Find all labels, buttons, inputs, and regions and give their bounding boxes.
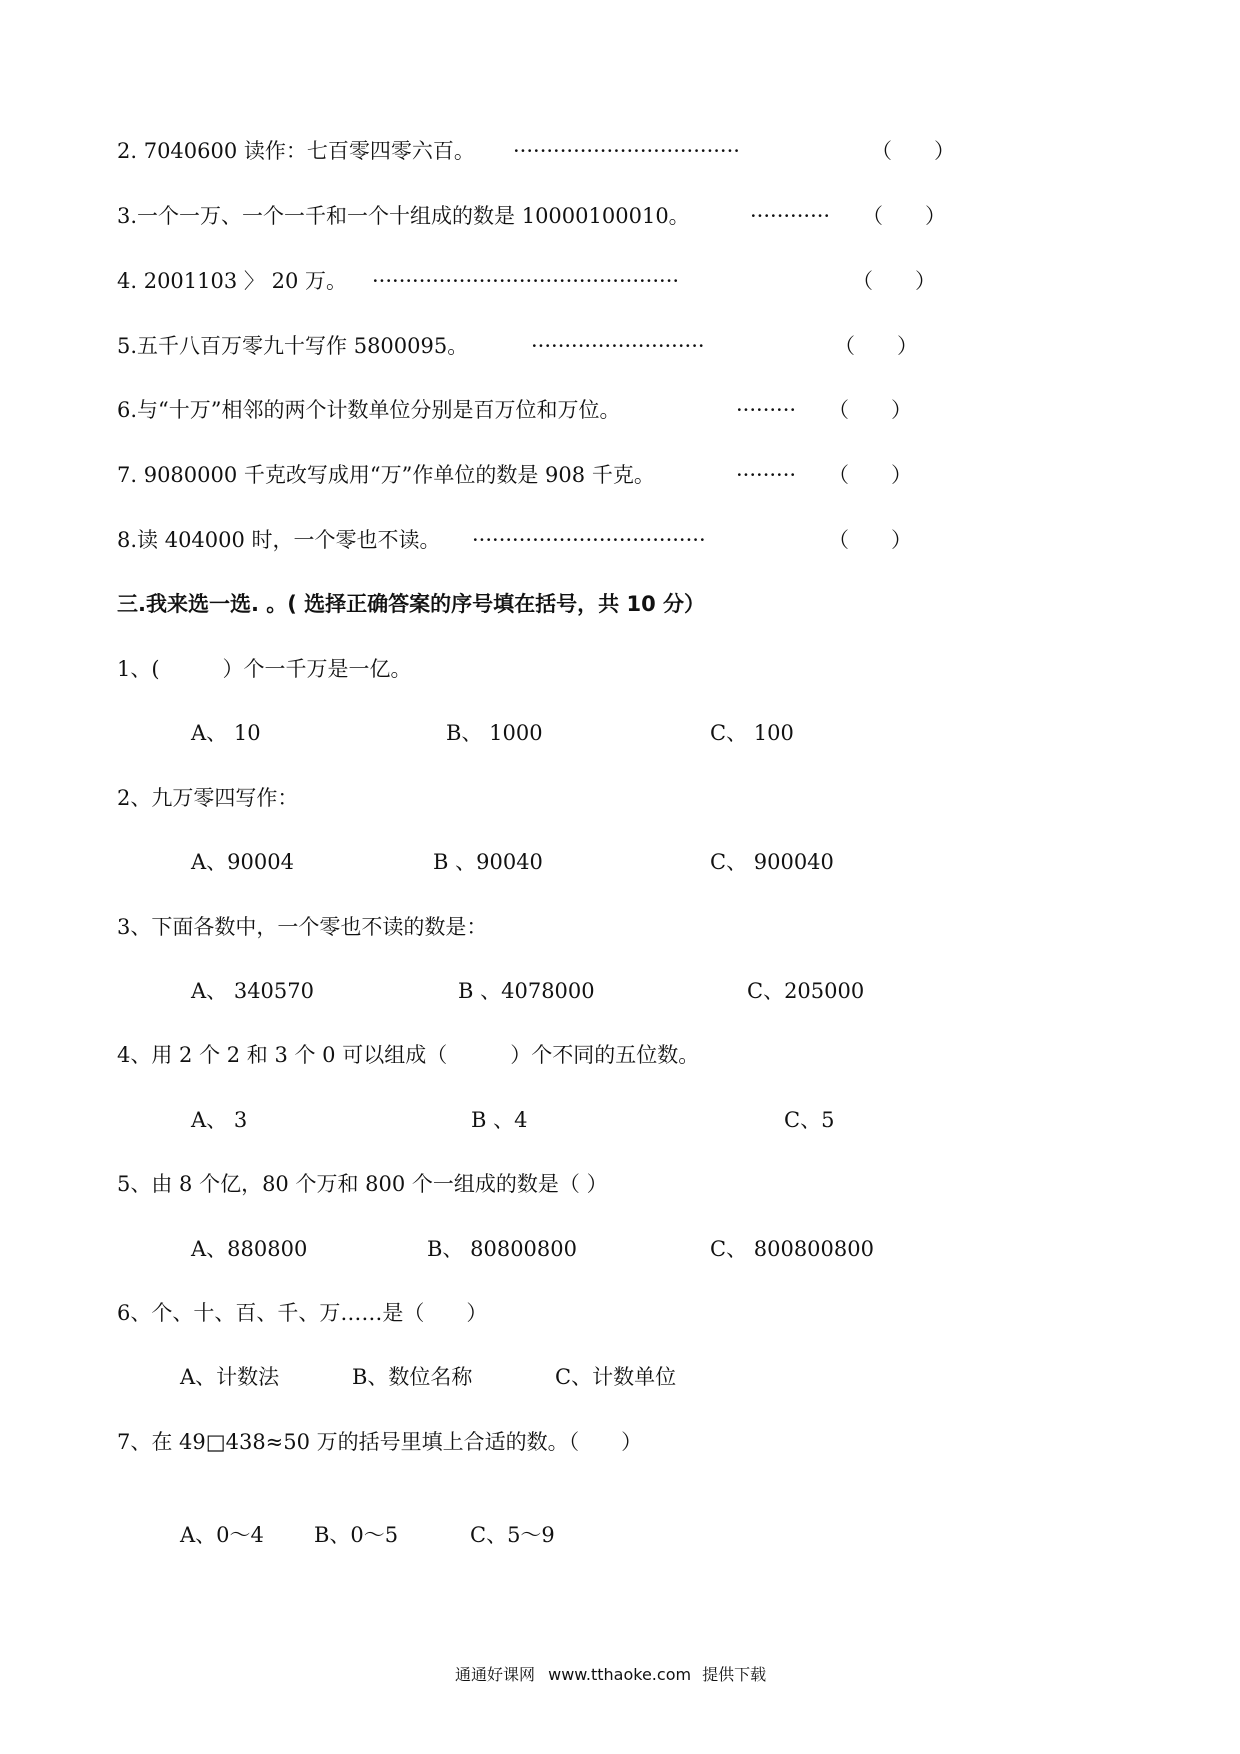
footer bbox=[455, 1662, 766, 1685]
option-c: C、 800800800 bbox=[710, 1237, 874, 1261]
tf-text: 5.五千八百万零九十写作 5800095。 bbox=[117, 334, 469, 358]
tf-text: 7. 9080000 千克改写成用“万”作单位的数是 908 千克。 bbox=[117, 463, 655, 487]
option-b: B、 1000 bbox=[446, 721, 543, 745]
question-stem: 3、下面各数中，一个零也不读的数是： bbox=[117, 915, 488, 939]
option-c: C、 100 bbox=[710, 721, 794, 745]
tf-text: 3.一个一万、一个一千和一个十组成的数是 10000100010。 bbox=[117, 204, 690, 228]
option-b: B、 80800800 bbox=[427, 1237, 577, 1261]
option-c: C、205000 bbox=[747, 979, 865, 1003]
tf-text: 8.读 404000 时，一个零也不读。 bbox=[117, 528, 441, 552]
question-stem: 7、在 49□438≈50 万的括号里填上合适的数。（ ） bbox=[117, 1430, 643, 1454]
footer-tail: 提供下载 bbox=[702, 1665, 767, 1684]
option-a: A、880800 bbox=[191, 1237, 308, 1261]
tf-text: 4. 2001103 〉 20 万。 bbox=[117, 269, 347, 293]
option-a: A、 340570 bbox=[191, 979, 315, 1003]
option-c: C、计数单位 bbox=[555, 1365, 677, 1389]
footer-url[interactable]: www.tthaoke.com bbox=[548, 1665, 692, 1684]
question-stem: 1、( ）个一千万是一亿。 bbox=[117, 657, 412, 681]
tf-item bbox=[117, 206, 690, 227]
answer-paren: （ ） bbox=[852, 269, 936, 293]
option-b: B 、4 bbox=[471, 1108, 528, 1132]
option-b: B、0～5 bbox=[314, 1523, 399, 1547]
leader-dots: ········· bbox=[736, 398, 797, 422]
option-b: B 、90040 bbox=[433, 850, 543, 874]
tf-item bbox=[117, 271, 347, 292]
option-a: A、90004 bbox=[191, 850, 294, 874]
tf-text: 2. 7040600 读作：七百零四零六百。 bbox=[117, 139, 475, 163]
option-c: C、5 bbox=[784, 1108, 835, 1132]
section-title: 三.我来选一选. 。( 选择正确答案的序号填在括号，共 10 分） bbox=[117, 592, 706, 616]
tf-text: 6.与“十万”相邻的两个计数单位分别是百万位和万位。 bbox=[117, 398, 621, 422]
leader-dots: ·············································· bbox=[372, 269, 680, 293]
answer-paren: （ ） bbox=[828, 528, 912, 552]
option-a: A、0～4 bbox=[180, 1523, 264, 1547]
question-stem: 4、用 2 个 2 和 3 个 0 可以组成（ ）个不同的五位数。 bbox=[117, 1043, 700, 1067]
option-c: C、5～9 bbox=[470, 1523, 555, 1547]
tf-item bbox=[117, 530, 441, 551]
footer-site-name: 通通好课网 bbox=[455, 1665, 536, 1684]
answer-paren: （ ） bbox=[871, 139, 955, 163]
answer-paren: （ ） bbox=[862, 204, 946, 228]
tf-item bbox=[117, 465, 655, 486]
option-a: A、 3 bbox=[191, 1108, 248, 1132]
answer-paren: （ ） bbox=[828, 398, 912, 422]
question-stem: 6、个、十、百、千、万……是（ ） bbox=[117, 1301, 488, 1325]
tf-item bbox=[117, 400, 621, 421]
answer-paren: （ ） bbox=[828, 463, 912, 487]
leader-dots: ·························· bbox=[531, 334, 705, 358]
option-a: A、 10 bbox=[191, 721, 261, 745]
leader-dots: ··································· bbox=[472, 528, 706, 552]
leader-dots: ·································· bbox=[513, 139, 740, 163]
question-stem: 5、由 8 个亿，80 个万和 800 个一组成的数是（ ） bbox=[117, 1172, 608, 1196]
option-b: B 、4078000 bbox=[458, 979, 595, 1003]
tf-item bbox=[117, 141, 475, 162]
option-a: A、计数法 bbox=[180, 1365, 280, 1389]
question-stem: 2、九万零四写作： bbox=[117, 786, 299, 810]
leader-dots: ········· bbox=[736, 463, 797, 487]
option-c: C、 900040 bbox=[710, 850, 834, 874]
leader-dots: ············ bbox=[750, 204, 831, 228]
option-b: B、数位名称 bbox=[352, 1365, 473, 1389]
tf-item bbox=[117, 336, 468, 357]
answer-paren: （ ） bbox=[834, 334, 918, 358]
